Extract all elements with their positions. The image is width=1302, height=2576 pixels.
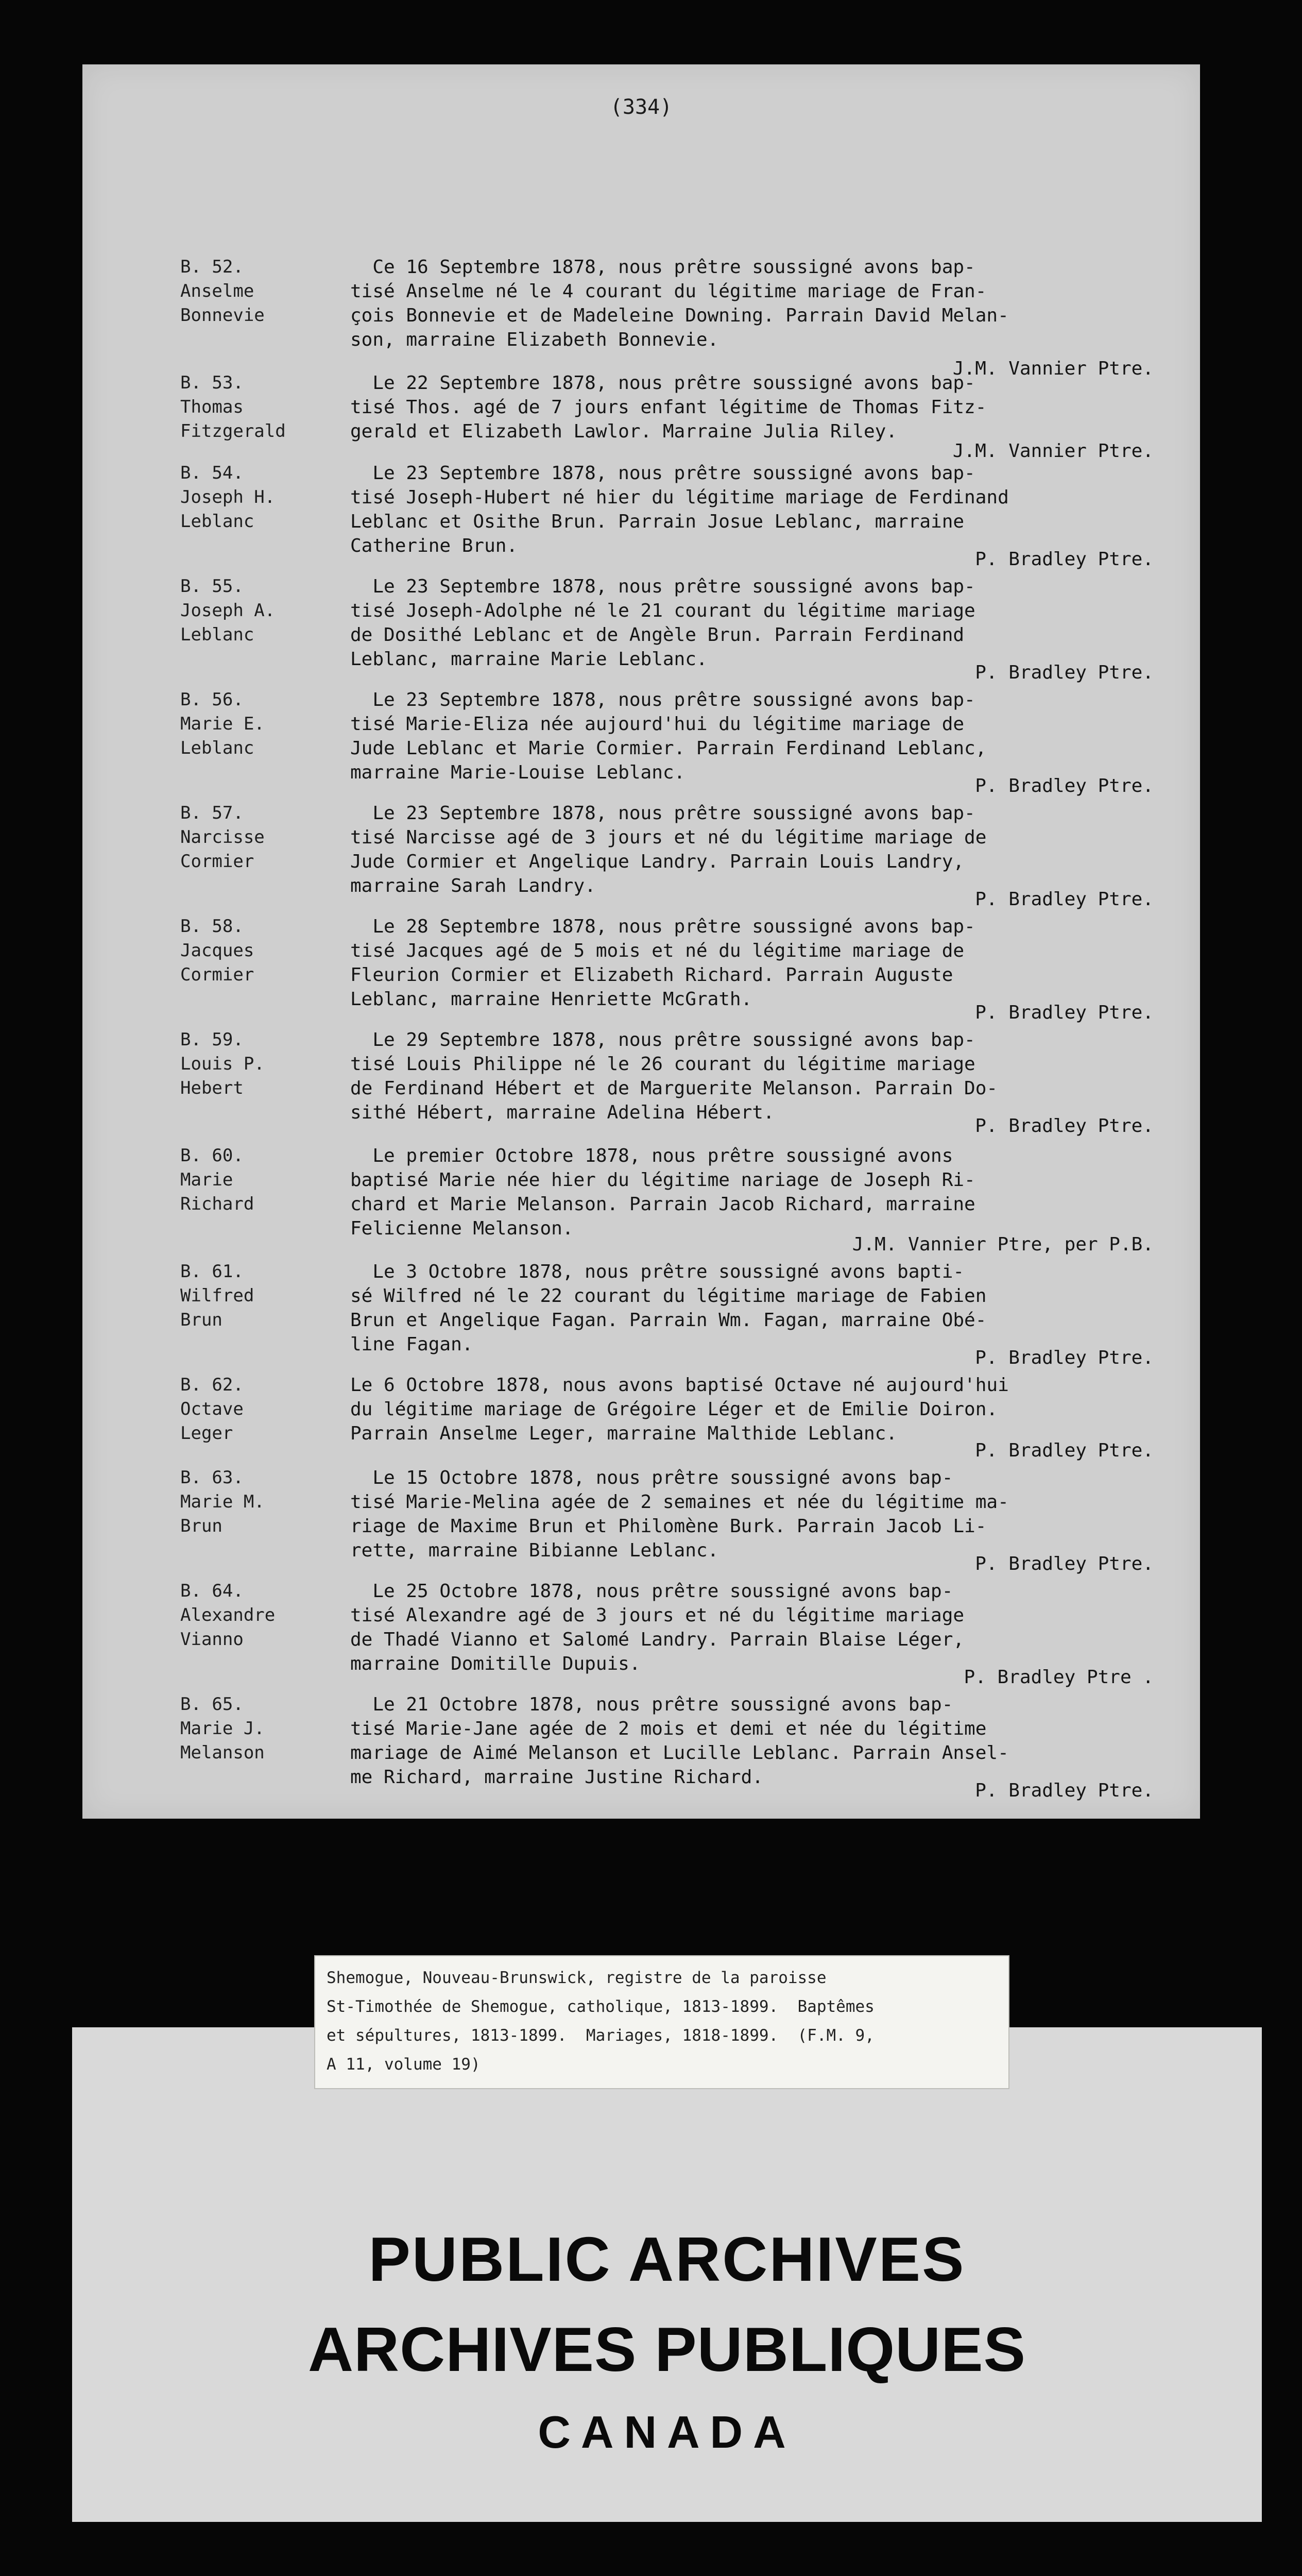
entry-margin-note: B. 63. Marie M. Brun <box>180 1467 265 1536</box>
entry-signature: P. Bradley Ptre. <box>975 1347 1154 1368</box>
entry-signature: J.M. Vannier Ptre. <box>952 440 1154 462</box>
entry-margin-note: B. 56. Marie E. Leblanc <box>180 689 265 758</box>
entry-signature: P. Bradley Ptre. <box>975 1440 1154 1461</box>
entry-margin-note: B. 61. Wilfred Brun <box>180 1261 254 1330</box>
archives-footer-card <box>72 2027 1262 2522</box>
entry-signature: P. Bradley Ptre. <box>975 1002 1154 1023</box>
footer-title-english: PUBLIC ARCHIVES <box>368 2224 966 2294</box>
entry-text: Le 25 Octobre 1878, nous prêtre soussigné avons bap- tisé Alexandre agé de 3 jours et né du légitime mariage de Thadé Vianno et Salomé Landry. Parrain Blaise Léger, marraine Domitille Dupuis. <box>350 1581 965 1674</box>
entry-margin-note: B. 53. Thomas Fitzgerald <box>180 372 286 442</box>
entry-text: Le 23 Septembre 1878, nous prêtre soussigné avons bap- tisé Marie-Eliza née aujourd'hui du légitime mariage de Jude Leblanc et Marie Cormier. Parrain Ferdinand Leblanc, marraine Marie-Louise Leblanc. <box>350 689 987 783</box>
entry-text: Le 6 Octobre 1878, nous avons baptisé Octave né aujourd'hui du légitime mariage de Grégoire Léger et de Emilie Doiron. Parrain Anselme Leger, marraine Malthide Leblanc. <box>350 1375 1009 1444</box>
entry-margin-note: B. 62. Octave Leger <box>180 1375 244 1444</box>
entry-margin-note: B. 54. Joseph H. Leblanc <box>180 463 276 532</box>
entry-text: Ce 16 Septembre 1878, nous prêtre soussigné avons bap- tisé Anselme né le 4 courant du légitime mariage de Fran- çois Bonnevie et de Madeleine Downing. Parrain David Melan- son, marraine Elizabeth Bonnevie. <box>350 257 1009 350</box>
entry-signature: P. Bradley Ptre. <box>975 1553 1154 1574</box>
footer-title-french: ARCHIVES PUBLIQUES <box>307 2314 1026 2384</box>
entry-signature: J.M. Vannier Ptre. <box>952 358 1154 379</box>
entry-signature: P. Bradley Ptre. <box>975 889 1154 910</box>
entry-text: Le 22 Septembre 1878, nous prêtre soussigné avons bap- tisé Thos. agé de 7 jours enfant légitime de Thomas Fitz- gerald et Elizabeth Lawlor. Marraine Julia Riley. <box>350 372 987 442</box>
entry-margin-note: B. 64. Alexandre Vianno <box>180 1581 276 1650</box>
entry-signature: P. Bradley Ptre. <box>975 662 1154 683</box>
entry-text: Le 21 Octobre 1878, nous prêtre soussigné avons bap- tisé Marie-Jane agée de 2 mois et demi et née du légitime mariage de Aimé Melanson et Lucille Leblanc. Parrain Ansel- me Richard, marraine Justine Richard. <box>350 1694 1009 1788</box>
entry-text: Le 15 Octobre 1878, nous prêtre soussigné avons bap- tisé Marie-Melina agée de 2 semaines et née du légitime ma- riage de Maxime Brun et Philomène Burk. Parrain Jacob Li- rette, marraine Bibianne Leblanc. <box>350 1467 1009 1561</box>
entry-signature: P. Bradley Ptre. <box>975 1780 1154 1801</box>
entry-text: Le 23 Septembre 1878, nous prêtre soussigné avons bap- tisé Joseph-Hubert né hier du légitime mariage de Ferdinand Leblanc et Osithe Brun. Parrain Josue Leblanc, marraine Catherine Brun. <box>350 463 1009 556</box>
entry-margin-note: B. 52. Anselme Bonnevie <box>180 257 265 326</box>
entry-margin-note: B. 57. Narcisse Cormier <box>180 803 265 872</box>
entry-text: Le 28 Septembre 1878, nous prêtre soussigné avons bap- tisé Jacques agé de 5 mois et né du légitime mariage de Fleurion Cormier et Elizabeth Richard. Parrain Auguste Leblanc, marraine Henriette McGrath. <box>350 916 975 1010</box>
source-citation-label: Shemogue, Nouveau-Brunswick, registre de la paroisse St-Timothée de Shemogue, catholique, 1813-1899. Baptêmes et sépultures, 1813-1899. Mariages, 1818-1899. (F.M. 9, A 11, volume 19) <box>314 1955 1009 2089</box>
entry-text: Le 23 Septembre 1878, nous prêtre soussigné avons bap- tisé Narcisse agé de 3 jours et né du légitime mariage de Jude Cormier et Angelique Landry. Parrain Louis Landry, marraine Sarah Landry. <box>350 803 987 896</box>
entry-margin-note: B. 58. Jacques Cormier <box>180 916 254 985</box>
entry-margin-note: B. 55. Joseph A. Leblanc <box>180 576 276 645</box>
entry-signature: P. Bradley Ptre. <box>975 775 1154 796</box>
entry-signature: P. Bradley Ptre. <box>975 549 1154 570</box>
entry-text: Le 29 Septembre 1878, nous prêtre soussigné avons bap- tisé Louis Philippe né le 26 courant du légitime mariage de Ferdinand Hébert et de Marguerite Melanson. Parrain Do- sithé Hébert, marraine Adelina Hébert. <box>350 1029 998 1123</box>
entry-signature: P. Bradley Ptre. <box>975 1115 1154 1137</box>
entry-margin-note: B. 60. Marie Richard <box>180 1145 254 1214</box>
entry-text: Le 3 Octobre 1878, nous prêtre soussigné avons bapti- sé Wilfred né le 22 courant du légitime mariage de Fabien Brun et Angelique Fagan. Parrain Wm. Fagan, marraine Obé- line Fagan. <box>350 1261 987 1355</box>
entry-text: Le 23 Septembre 1878, nous prêtre soussigné avons bap- tisé Joseph-Adolphe né le 21 courant du légitime mariage de Dosithé Leblanc et de Angèle Brun. Parrain Ferdinand Leblanc, marraine Marie Leblanc. <box>350 576 975 670</box>
footer-country: CANADA <box>538 2406 796 2458</box>
entry-signature: J.M. Vannier Ptre, per P.B. <box>852 1234 1154 1255</box>
entry-margin-note: B. 59. Louis P. Hebert <box>180 1029 265 1098</box>
page-number: (334) <box>610 95 673 119</box>
entry-margin-note: B. 65. Marie J. Melanson <box>180 1694 265 1763</box>
entry-text: Le premier Octobre 1878, nous prêtre soussigné avons baptisé Marie née hier du légitime nariage de Joseph Ri- chard et Marie Melanson. Parrain Jacob Richard, marraine Felicienne Melanson. <box>350 1145 975 1239</box>
entry-signature: P. Bradley Ptre . <box>964 1667 1154 1688</box>
register-page <box>82 64 1200 1819</box>
